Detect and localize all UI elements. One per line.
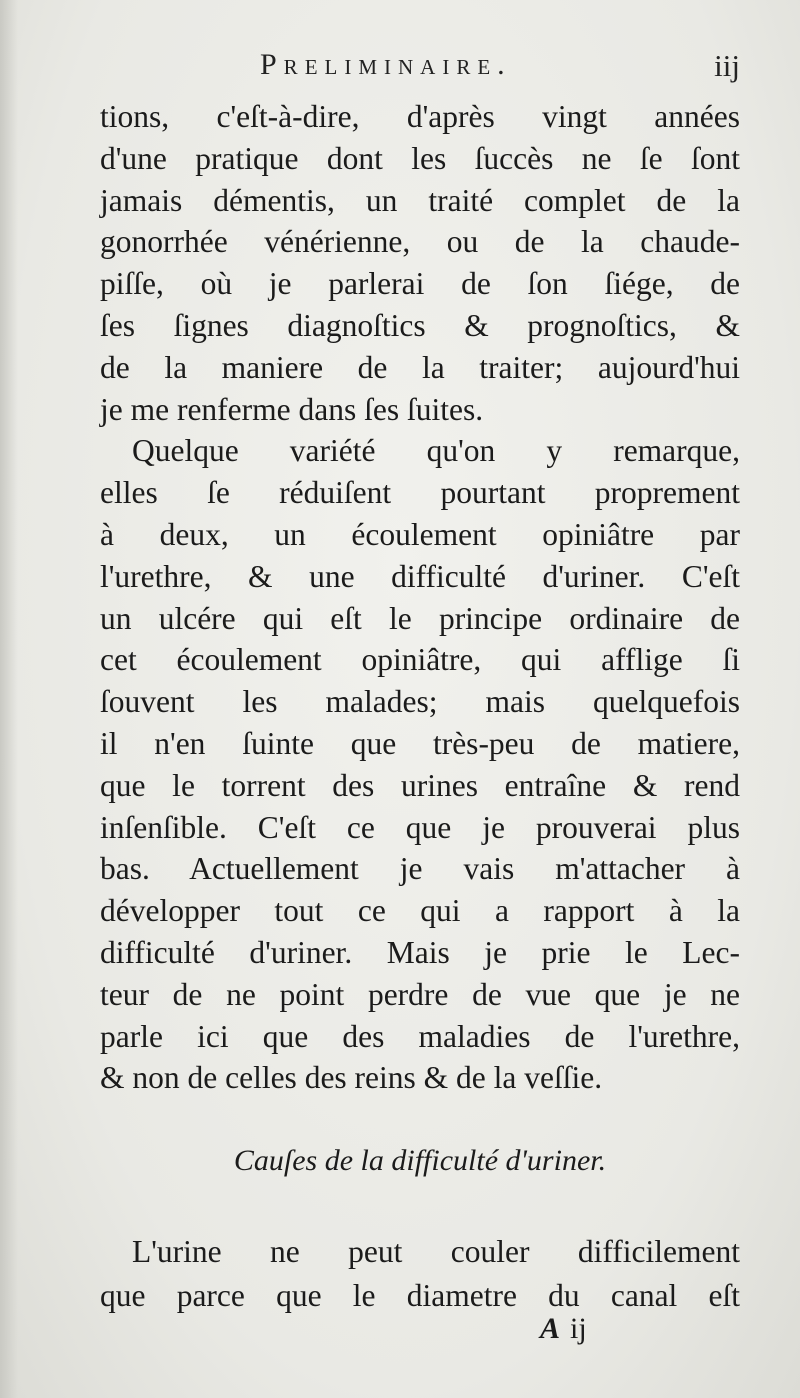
text-line: je me renferme dans ſes ſuites. <box>100 391 484 427</box>
page-header <box>100 48 740 98</box>
paragraph-2 <box>100 430 740 1099</box>
signature-letter: A <box>540 1312 561 1345</box>
text-line: piſſe, où je parlerai de ſon ſiége, de <box>100 266 740 302</box>
text-line: tions, c'eſt-à-dire, d'après vingt années <box>100 99 740 134</box>
text-line: cet écoulement opiniâtre, qui afflige ſi <box>100 642 740 678</box>
body-text <box>100 96 740 1099</box>
text-line: que parce que le diametre du canal eſt <box>100 1278 740 1313</box>
text-line: ſouvent les malades; mais quelquefois <box>100 684 740 720</box>
page-number: iij <box>714 48 740 83</box>
text-line: parle ici que des maladies de l'urethre, <box>100 1018 740 1054</box>
text-line: difficulté d'uriner. Mais je prie le Lec- <box>100 934 740 970</box>
running-head: Preliminaire. <box>260 48 512 81</box>
text-line: L'urine ne peut couler difficilement <box>132 1234 740 1269</box>
text-line: elles ſe réduiſent pourtant proprement <box>100 475 740 511</box>
text-line: de la maniere de la traiter; aujourd'hui <box>100 349 740 385</box>
printer-signature-mark <box>540 1312 587 1346</box>
text-line: jamais démentis, un traité complet de la <box>100 182 740 218</box>
page-edge-shadow <box>0 0 18 1398</box>
text-line: bas. Actuellement je vais m'attacher à <box>100 851 740 887</box>
text-line: gonorrhée vénérienne, ou de la chaude- <box>100 224 740 260</box>
text-line: que le torrent des urines entraîne & rend <box>100 767 740 803</box>
text-line: inſenſible. C'eſt ce que je prouverai plus <box>100 809 740 845</box>
text-line: ſes ſignes diagnoſtics & prognoſtics, & <box>100 307 740 343</box>
text-line: un ulcére qui eſt le principe ordinaire de <box>100 600 740 636</box>
signature-numeral: ij <box>570 1312 587 1345</box>
text-line: à deux, un écoulement opiniâtre par <box>100 516 740 552</box>
text-line: d'une pratique dont les ſuccès ne ſe ſont <box>100 140 740 176</box>
text-line: & non de celles des reins & de la veſſie. <box>100 1060 603 1096</box>
text-line: l'urethre, & une difficulté d'uriner. C'eſt <box>100 558 740 594</box>
text-line: teur de ne point perdre de vue que je ne <box>100 976 740 1012</box>
text-line: il n'en ſuinte que très-peu de matiere, <box>100 725 740 761</box>
section-text <box>100 1230 740 1318</box>
paragraph-1 <box>100 96 740 430</box>
text-line: développer tout ce qui a rapport à la <box>100 893 740 929</box>
text-line: Quelque variété qu'on y remarque, <box>132 433 740 469</box>
section-heading: Cauſes de la difficulté d'uriner. <box>233 1144 607 1177</box>
